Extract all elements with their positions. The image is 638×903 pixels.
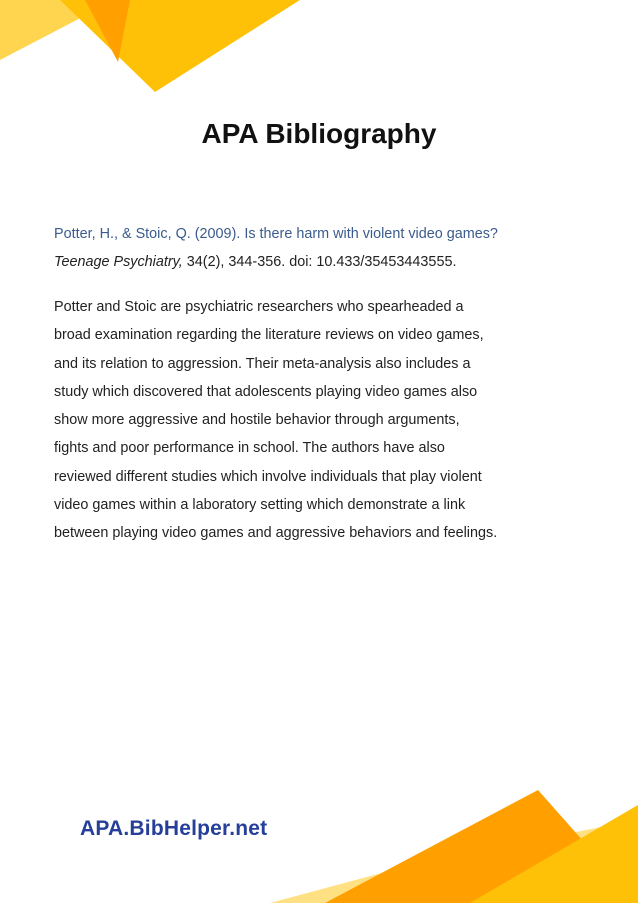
annotation-paragraph <box>54 293 594 548</box>
annotation-line: and its relation to aggression. Their meta-analysis also includes a <box>54 355 471 372</box>
citation-source-line <box>54 248 594 276</box>
annotation-line: reviewed different studies which involve individuals that play violent <box>54 468 482 485</box>
page-title: APA Bibliography <box>201 118 437 149</box>
annotation-line: Potter and Stoic are psychiatric researchers who spearheaded a <box>54 299 464 315</box>
annotation-line: study which discovered that adolescents playing video games also <box>54 383 478 400</box>
site-logo[interactable]: APA.BibHelper.net <box>80 817 268 840</box>
citation-title-line: Potter, H., & Stoic, Q. (2009). Is there harm with violent video games? <box>54 226 498 242</box>
citation <box>54 220 594 276</box>
journal-name: Teenage Psychiatry, <box>54 254 183 270</box>
annotation-line: broad examination regarding the literature reviews on video games, <box>54 327 484 344</box>
annotation-line: between playing video games and aggressive behaviors and feelings. <box>54 525 498 542</box>
annotation-line: show more aggressive and hostile behavior through arguments, <box>54 412 460 429</box>
citation-details: 34(2), 344-356. doi: 10.433/35453443555. <box>182 254 457 270</box>
annotation-line: fights and poor performance in school. The authors have also <box>54 440 445 457</box>
annotation-line: video games within a laboratory setting which demonstrate a link <box>54 497 466 514</box>
